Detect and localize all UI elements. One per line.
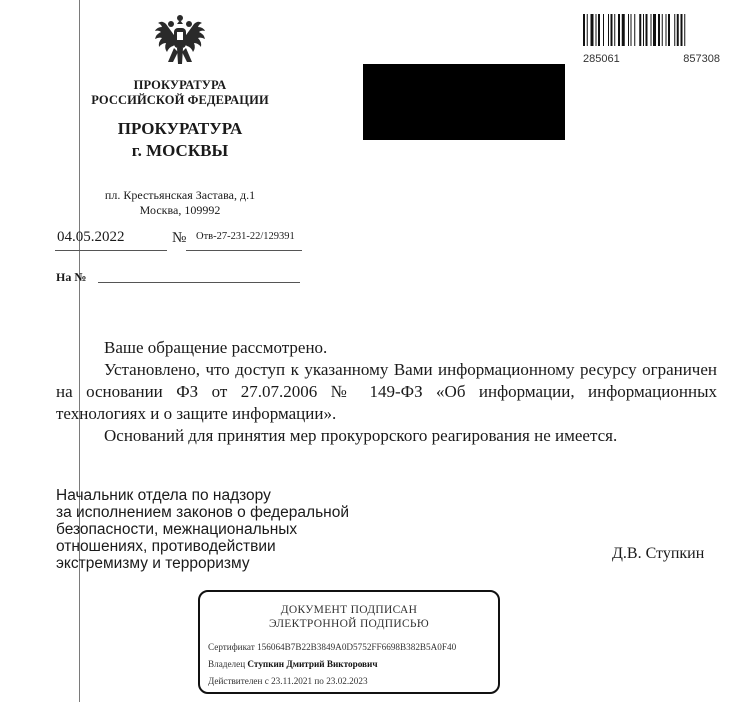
barcode-number-right: 857308 — [683, 53, 720, 65]
barcode-bar — [614, 14, 615, 46]
barcode-bar — [662, 14, 663, 46]
barcode-bar — [631, 14, 632, 46]
letter-body — [56, 337, 717, 447]
barcode-bar — [603, 14, 604, 46]
org-address: пл. Крестьянская Застава, д.1 Москва, 109992 — [104, 188, 256, 217]
double-headed-eagle-emblem-icon — [148, 10, 212, 74]
barcode-bar — [611, 14, 613, 46]
barcode-bars — [583, 14, 720, 46]
barcode-bar — [596, 14, 597, 46]
number-sign: № — [172, 230, 187, 246]
redacted-addressee-block — [363, 64, 565, 140]
barcode-bar — [646, 14, 648, 46]
barcode-bar — [618, 14, 620, 46]
body-paragraph-1: Ваше обращение рассмотрено. — [104, 338, 328, 357]
outgoing-number: Отв-27-231-22/129391 — [196, 231, 295, 242]
barcode-bar — [666, 14, 667, 46]
stamp-title-line2: ЭЛЕКТРОННОЙ ПОДПИСЬЮ — [269, 618, 429, 630]
stamp-owner: Владелец Ступкин Дмитрий Викторович — [208, 659, 378, 669]
body-paragraph-3: Оснований для принятия мер прокурорского реагирования не имеется. — [104, 426, 618, 445]
barcode-bar — [628, 14, 629, 46]
reference-underline — [98, 282, 300, 283]
reference-label: На № — [56, 270, 87, 284]
stamp-validity: Действителен с 23.11.2021 по 23.02.2023 — [208, 676, 368, 686]
signatory-title: Начальник отдела по надзору за исполнением законов о федеральной безопасности, межнациональных отношениях, противодействии экстремизму и терроризму — [56, 487, 349, 572]
org-name-large: ПРОКУРАТУРА г. МОСКВЫ — [117, 119, 243, 160]
date-underline — [55, 250, 167, 251]
letter-date: 04.05.2022 — [57, 229, 125, 245]
barcode-bar — [591, 14, 594, 46]
barcode-bar — [677, 14, 679, 46]
barcode-bar — [634, 14, 635, 46]
barcode-bar — [651, 14, 652, 46]
barcode-bar — [622, 14, 625, 46]
barcode-bar — [643, 14, 644, 46]
barcode-bar — [684, 14, 685, 46]
barcode-bar — [598, 14, 600, 46]
stamp-title-line1: ДОКУМЕНТ ПОДПИСАН — [280, 604, 418, 616]
barcode-bar — [583, 14, 585, 46]
barcode-bar — [608, 14, 609, 46]
electronic-signature-stamp — [198, 590, 500, 694]
body-paragraph-2: Установлено, что доступ к указанному Вами информационному ресурсу ограничен на основании ФЗ от 27.07.2006 № 149-ФЗ «Об информации, информационных технологиях и о защите информации». — [56, 360, 717, 423]
barcode-bar — [668, 14, 670, 46]
letterhead — [70, 10, 290, 218]
signatory-name: Д.В. Ступкин — [612, 545, 705, 562]
barcode — [583, 14, 720, 65]
barcode-bar — [674, 14, 675, 46]
stamp-certificate: Сертификат 156064B7B22B3849A0D5752FF6698B382B5A0F40 — [208, 642, 457, 652]
number-underline — [186, 250, 302, 251]
barcode-bar — [653, 14, 656, 46]
barcode-bar — [658, 14, 660, 46]
barcode-number-left: 285061 — [583, 53, 620, 65]
barcode-bar — [587, 14, 588, 46]
barcode-bar — [639, 14, 641, 46]
barcode-numbers — [583, 53, 720, 65]
barcode-bar — [681, 14, 683, 46]
org-name-small: ПРОКУРАТУРА РОССИЙСКОЙ ФЕДЕРАЦИИ — [91, 78, 269, 107]
